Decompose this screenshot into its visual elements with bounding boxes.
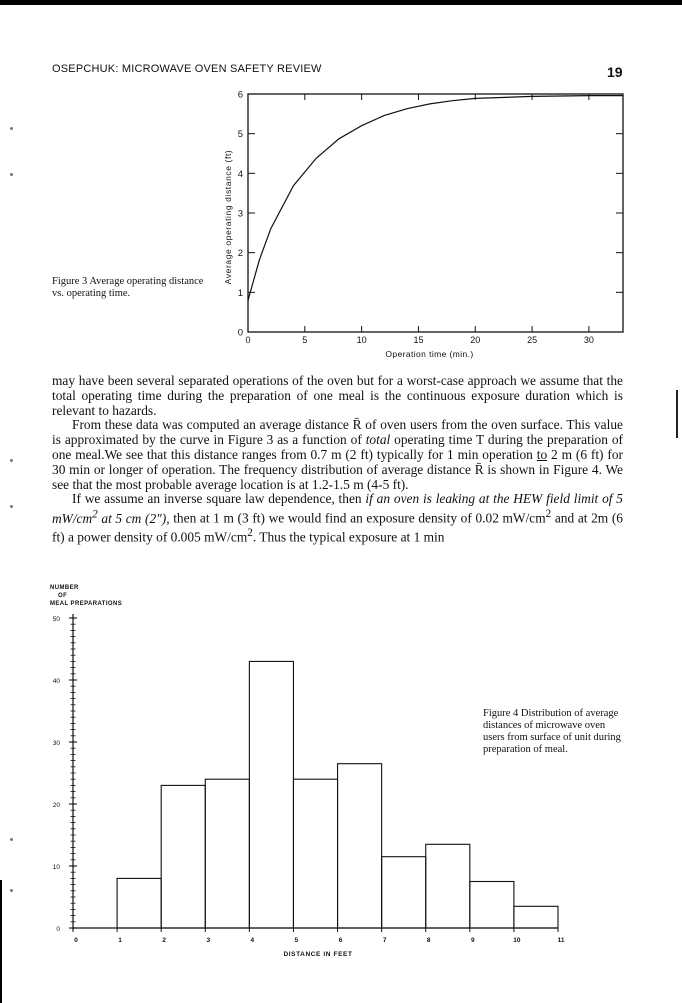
y-axis-label: OF [58,593,68,599]
x-tick-label: 30 [583,335,594,345]
x-tick-label: 3 [206,937,211,944]
y-axis-label: MEAL PREPARATIONS [50,601,123,607]
y-tick-label: 4 [237,168,243,180]
page-number: 19 [607,64,623,80]
x-tick-label: 8 [426,937,431,944]
y-tick-label: 0 [56,926,60,933]
y-tick-label: 2 [237,248,243,260]
histogram-bar [470,882,514,929]
y-tick-label: 5 [237,129,243,141]
x-tick-label: 5 [302,335,308,345]
figure-4-caption: Figure 4 Distribution of average distances of microwave oven users from surface of unit during preparation of meal. [483,708,621,755]
y-axis-label: NUMBER [50,585,79,591]
x-tick-label: 25 [527,335,538,345]
x-tick-label: 9 [471,937,475,944]
x-tick-label: 10 [513,937,521,944]
x-tick-label: 7 [382,937,387,944]
x-tick-label: 0 [74,937,78,944]
x-tick-label: 11 [557,937,565,944]
figure-3-caption: Figure 3 Average operating distance vs. operating time. [52,276,204,299]
x-tick-label: 6 [338,937,343,944]
x-tick-label: 10 [356,335,367,345]
histogram-bar [161,785,205,928]
y-tick-label: 10 [52,864,60,871]
x-tick-label: 15 [413,335,424,345]
x-tick-label: 1 [118,937,122,944]
y-tick-label: 0 [237,327,243,339]
y-tick-label: 20 [52,802,60,809]
y-tick-label: 1 [237,287,243,299]
x-tick-label: 5 [294,937,299,944]
x-tick-label: 20 [470,335,481,345]
histogram-bar [426,844,470,928]
y-tick-label: 6 [237,89,243,101]
y-axis-label: Average operating distance (ft) [223,149,233,285]
body-text: may have been several separated operations of the oven but for a worst-case approach we assume that the total operating time during the preparation of one meal is the continuous exposure duration which is relevant to hazards. From these data was computed an average distance R̄ of oven users from the oven surface. This value is approximated by the curve in Figure 3 as a function of total operating time T during the preparation of one meal.We see that this distance ranges from 0.7 m (2 ft) typically for 1 min operation to 2 m (6 ft) for 30 min or longer of operation. The frequency distribution of average distance R̄ is shown in Figure 4. We see that the most probable average location is at 1.2-1.5 m (4-5 ft). If we assume an inverse square law dependence, then if an oven is leaking at the HEW field limit of 5 $mW/cm^2$ at 5 cm (2"), then at 1 m (3 ft) we would find an exposure density of 0.02 $mW/cm^2$ and at 2m (6 ft) a power density of 0.005 $mW/cm^2$. Thus the typical exposure at 1 min [52,373,624,545]
y-tick-label: 30 [52,740,60,747]
histogram-bar [249,661,293,928]
x-tick-label: 2 [162,937,166,944]
running-title: OSEPCHUK: MICROWAVE OVEN SAFETY REVIEW [52,63,322,75]
y-tick-label: 50 [52,616,60,623]
x-axis-label: Operation time (min.) [385,349,474,359]
histogram-bar [205,779,249,928]
histogram-bar [514,906,558,928]
histogram-bar [338,764,382,928]
histogram-bar [293,779,337,928]
y-tick-label: 3 [237,208,243,220]
x-axis-label: DISTANCE IN FEET [283,951,353,958]
y-tick-label: 40 [52,678,60,685]
histogram-bar [382,857,426,928]
x-tick-label: 0 [245,335,251,345]
x-tick-label: 4 [250,937,255,944]
histogram-bar [117,878,161,928]
